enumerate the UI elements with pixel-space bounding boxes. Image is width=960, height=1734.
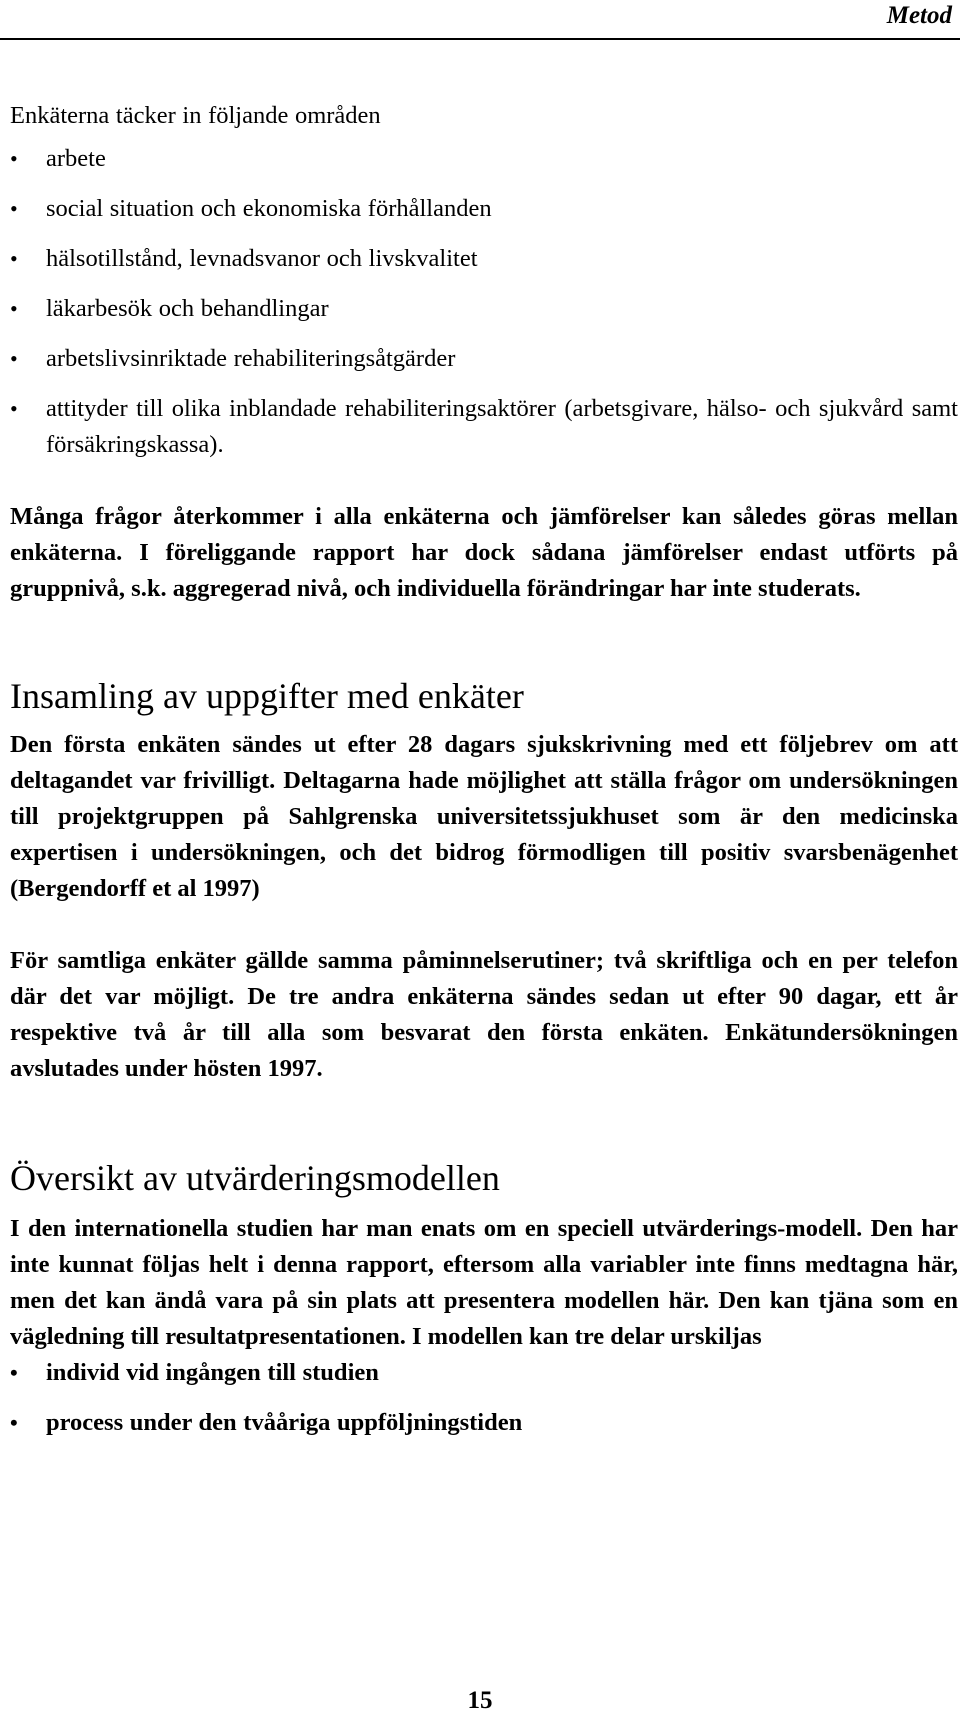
list-item: [10, 141, 958, 177]
list-item: [10, 1405, 958, 1441]
list-item-text: hälsotillstånd, levnadsvanor och livskvalitet: [46, 245, 478, 272]
bullet-icon: •: [10, 146, 18, 171]
list-item-text: process under den tvååriga uppföljningstiden: [46, 1409, 523, 1436]
bullet-icon: •: [10, 246, 18, 271]
collection-paragraph-2: För samtliga enkäter gällde samma påminnelserutiner; två skriftliga och en per telefon där det var möjligt. De tre andra enkäterna sändes sedan ut efter 90 dagar, ett år respektive två år till alla som besvarat den första enkäten. Enkätundersökningen avslutades under hösten 1997.: [10, 947, 958, 1082]
page-number: 15: [467, 1687, 493, 1714]
topics-list: [10, 141, 958, 463]
list-item: [10, 241, 958, 277]
list-item-text: social situation och ekonomiska förhållanden: [46, 195, 492, 222]
running-header: [0, 0, 960, 40]
running-title: Metod: [886, 2, 952, 29]
list-item-text: individ vid ingången till studien: [46, 1359, 379, 1386]
intro-line: Enkäterna täcker in följande områden: [10, 102, 381, 129]
bullet-icon: •: [10, 1410, 18, 1435]
overview-heading: Översikt av utvärderingsmodellen: [10, 1158, 500, 1198]
list-item: [10, 391, 958, 463]
list-item-text: arbetslivsinriktade rehabiliteringsåtgärder: [46, 345, 456, 372]
page-body: [10, 98, 958, 1455]
bullet-icon: •: [10, 196, 18, 221]
collection-paragraph-1: Den första enkäten sändes ut efter 28 dagars sjukskrivning med ett följebrev om att deltagandet var frivilligt. Deltagarna hade möjlighet att ställa frågor om undersökningen till projektgruppen på Sahlgrenska universitetssjukhuset som är den medicinska expertisen i undersökningen, och det bidrog förmodligen till positiv svarsbenägenhet (Bergendorff et al 1997): [10, 731, 958, 902]
list-item: [10, 341, 958, 377]
bullet-icon: •: [10, 346, 18, 371]
model-parts-list: [10, 1355, 958, 1441]
bullet-icon: •: [10, 296, 18, 321]
overview-paragraph: I den internationella studien har man enats om en speciell utvärderings-modell. Den har inte kunnat följas helt i denna rapport, eftersom alla variabler inte finns medtagna här, men det kan ändå vara på sin plats att presentera modellen här. Den kan tjäna som en vägledning till resultatpresentationen. I modellen kan tre delar urskiljas: [10, 1215, 958, 1350]
list-item-text: attityder till olika inblandade rehabiliteringsaktörer (arbetsgivare, hälso- och sjukvård samt försäkringskassa).: [46, 395, 958, 458]
comparison-paragraph: Många frågor återkommer i alla enkäterna och jämförelser kan således göras mellan enkäterna. I föreliggande rapport har dock sådana jämförelser endast utförts på gruppnivå, s.k. aggregerad nivå, och individuella förändringar har inte studerats.: [10, 503, 958, 602]
list-item: [10, 1355, 958, 1391]
collection-heading: Insamling av uppgifter med enkäter: [10, 676, 524, 716]
list-item-text: läkarbesök och behandlingar: [46, 295, 329, 322]
list-item: [10, 191, 958, 227]
bullet-icon: •: [10, 396, 18, 421]
bullet-icon: •: [10, 1360, 18, 1385]
list-item-text: arbete: [46, 145, 106, 172]
list-item: [10, 291, 958, 327]
